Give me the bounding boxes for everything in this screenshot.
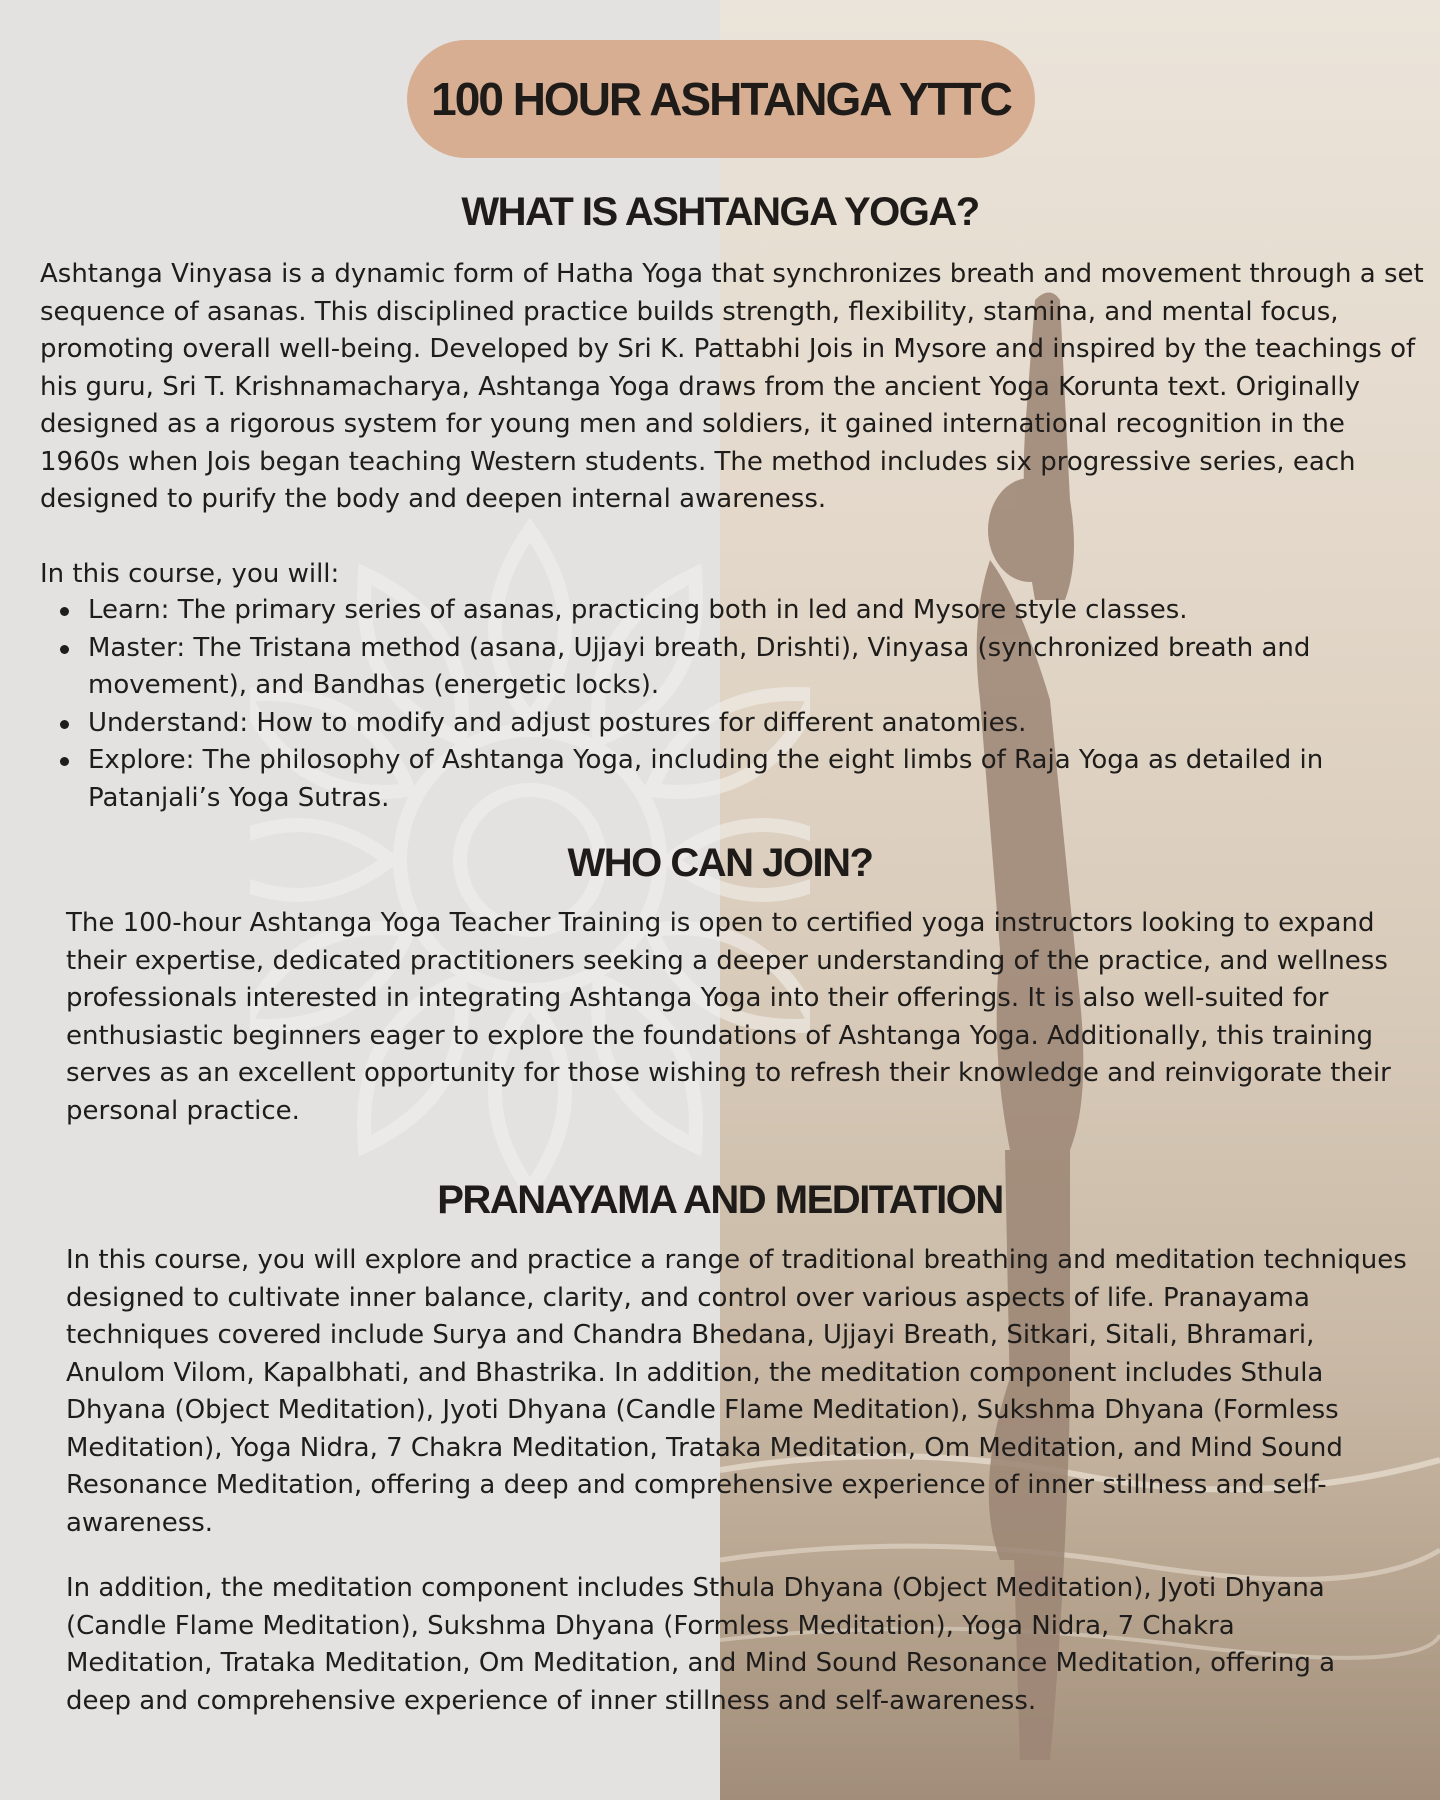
list-item: Master: The Tristana method (asana, Ujjayi breath, Drishti), Vinyasa (synchronized breath and movement), and Bandhas (energetic locks). <box>40 630 1420 705</box>
list-item: Learn: The primary series of asanas, practicing both in led and Mysore style classes. <box>40 592 1420 630</box>
heading-what-is-ashtanga: WHAT IS ASHTANGA YOGA? <box>461 190 979 234</box>
heading-pranayama-meditation: PRANAYAMA AND MEDITATION <box>437 1178 1003 1222</box>
course-intro-text: In this course, you will: <box>40 559 340 589</box>
list-item: Understand: How to modify and adjust postures for different anatomies. <box>40 705 1420 743</box>
what-is-paragraph: Ashtanga Vinyasa is a dynamic form of Hatha Yoga that synchronizes breath and movement through a set sequence of asanas. This disciplined practice builds strength, flexibility, stamina, and mental focus, promoting overall well-being. Developed by Sri K. Pattabhi Jois in Mysore and inspired by the teachings of his guru, Sri T. Krishnamacharya, Ashtanga Yoga draws from the ancient Yoga Korunta text. Originally designed as a rigorous system for young men and soldiers, it gained international recognition in the 1960s when Jois began teaching Western students. The method includes six progressive series, each designed to purify the body and deepen internal awareness. <box>40 259 1424 514</box>
pranayama-paragraph-2: In addition, the meditation component includes Sthula Dhyana (Object Meditation), Jyoti Dhyana (Candle Flame Meditation), Sukshma Dhyana (Formless Meditation), Yoga Nidra, 7 Chakra Meditation, Trataka Meditation, Om Meditation, and Mind Sound Resonance Meditation, offering a deep and comprehensive experience of inner stillness and self-awareness. <box>66 1573 1336 1716</box>
pranayama-paragraph-1: In this course, you will explore and practice a range of traditional breathing and meditation techniques designed to cultivate inner balance, clarity, and control over various aspects of life. Pranayama techniques covered include Surya and Chandra Bhedana, Ujjayi Breath, Sitkari, Sitali, Bhramari, Anulom Vilom, Kapalbhati, and Bhastrika. In addition, the meditation component includes Sthula Dhyana (Object Meditation), Jyoti Dhyana (Candle Flame Meditation), Sukshma Dhyana (Formless Meditation), Yoga Nidra, 7 Chakra Meditation, Trataka Meditation, Om Meditation, and Mind Sound Resonance Meditation, offering a deep and comprehensive experience of inner stillness and self-awareness. <box>66 1245 1407 1538</box>
page-title: 100 HOUR ASHTANGA YTTC <box>407 40 1035 158</box>
course-outcomes-list <box>40 592 1420 817</box>
who-can-join-paragraph: The 100-hour Ashtanga Yoga Teacher Training is open to certified yoga instructors looking to expand their expertise, dedicated practitioners seeking a deeper understanding of the practice, and wellness professionals interested in integrating Ashtanga Yoga into their offerings. It is also well-suited for enthusiastic beginners eager to explore the foundations of Ashtanga Yoga. Additionally, this training serves as an excellent opportunity for those wishing to refresh their knowledge and reinvigorate their personal practice. <box>66 908 1391 1126</box>
heading-who-can-join: WHO CAN JOIN? <box>567 841 873 885</box>
list-item: Explore: The philosophy of Ashtanga Yoga, including the eight limbs of Raja Yoga as detailed in Patanjali’s Yoga Sutras. <box>40 742 1420 817</box>
